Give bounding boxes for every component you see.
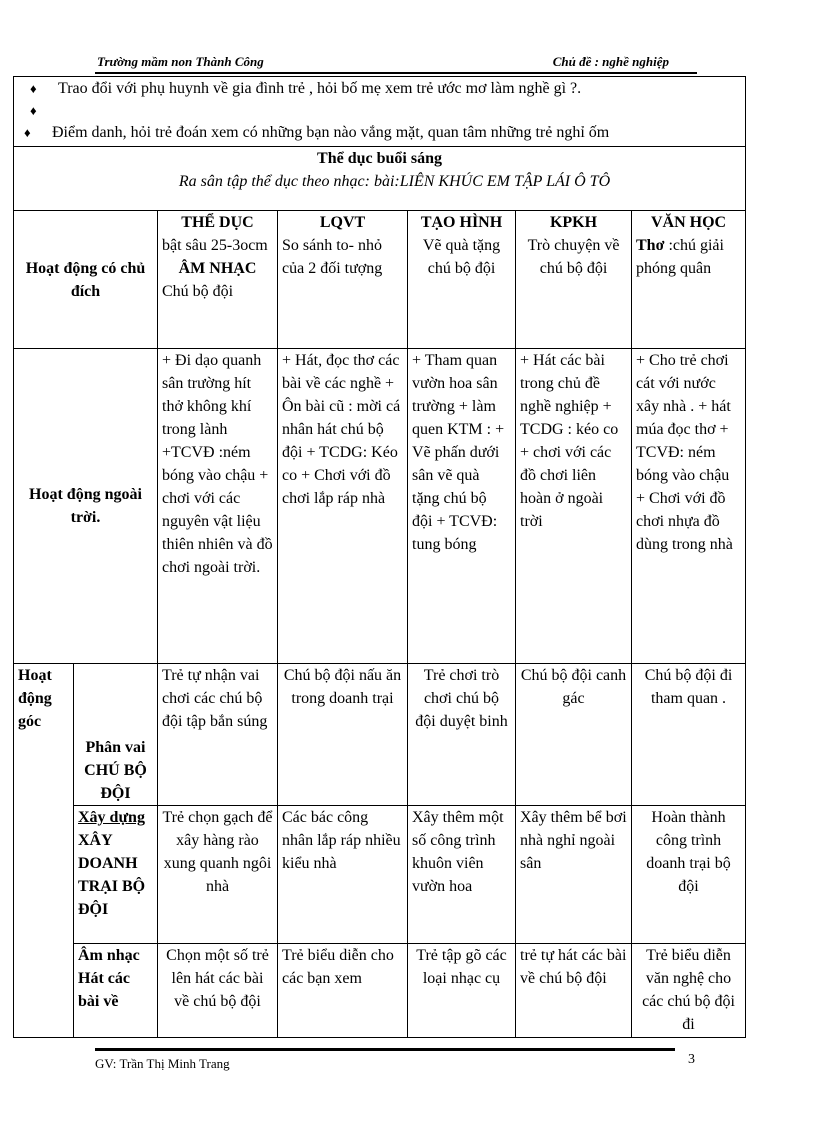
- diamond-bullet-icon: ♦: [30, 103, 37, 118]
- purpose-label: Hoạt động có chủ đích: [14, 211, 158, 349]
- school-name: Trường mầm non Thành Công: [97, 54, 264, 69]
- morning-exercise-row: [14, 147, 746, 211]
- music-cell-2: Trẻ biểu diễn cho các bạn xem: [278, 944, 408, 1038]
- topic-label: Chủ đề : nghề nghiệp: [552, 54, 669, 69]
- intro-cell: [14, 77, 746, 147]
- build-cell-2: Các bác công nhân lắp ráp nhiều kiểu nhà: [278, 806, 408, 944]
- purpose-cell-1: THỂ DỤC bật sâu 25-3ocm ÂM NHẠC Chú bộ đội: [158, 211, 278, 349]
- purpose-cell-4: KPKH Trò chuyện về chú bộ đội: [516, 211, 632, 349]
- outdoor-cell-3: + Tham quan vườn hoa sân trường + làm quen KTM : + Vẽ phấn dưới sân vẽ quà tặng chú bộ đội + TCVĐ: tung bóng: [408, 349, 516, 664]
- purpose-cell-3: TẠO HÌNH Vẽ quà tặng chú bộ đội: [408, 211, 516, 349]
- role-cell-3: Trẻ chơi trò chơi chú bộ đội duyệt binh: [408, 664, 516, 806]
- outdoor-cell-1: + Đi dạo quanh sân trường hít thở không khí trong lành +TCVĐ :ném bóng vào chậu + chơi với các nguyên vật liệu thiên nhiên và đồ chơi ngoài trời.: [158, 349, 278, 664]
- intro-row: [14, 77, 746, 147]
- build-cell-5: Hoàn thành công trình doanh trại bộ đội: [632, 806, 746, 944]
- building-label: Xây dựng XÂY DOANH TRẠI BỘ ĐỘI: [74, 806, 158, 944]
- role-cell-1: Trẻ tự nhận vai chơi các chú bộ đội tập bắn súng: [158, 664, 278, 806]
- outdoor-cell-5: + Cho trẻ chơi cát với nước xây nhà . + hát múa đọc thơ + TCVĐ: ném bóng vào chậu + Chơi với đồ chơi nhựa đồ dùng trong nhà: [632, 349, 746, 664]
- purpose-cell-5: VĂN HỌC Thơ :chú giải phóng quân: [632, 211, 746, 349]
- outdoor-cell-2: + Hát, đọc thơ các bài về các nghề + Ôn bài cũ : mời cá nhân hát chú bộ đội + TCDG: Kéo co + Chơi với đồ chơi lắp ráp nhà: [278, 349, 408, 664]
- diamond-bullet-icon: ♦: [30, 81, 37, 96]
- subject-music: ÂM NHẠC: [178, 260, 257, 277]
- build-cell-1: Trẻ chọn gạch để xây hàng rào xung quanh ngôi nhà: [158, 806, 278, 944]
- intro-line-1: Trao đổi với phụ huynh về gia đình trẻ , hỏi bố mẹ xem trẻ ước mơ làm nghề gì ?.: [58, 80, 582, 97]
- page-header: [95, 50, 697, 74]
- subject-math: LQVT: [319, 214, 366, 231]
- subject-pe: THỂ DỤC: [181, 214, 254, 231]
- role-cell-5: Chú bộ đội đi tham quan .: [632, 664, 746, 806]
- morning-exercise-cell: [14, 147, 746, 211]
- role-cell-4: Chú bộ đội canh gác: [516, 664, 632, 806]
- subject-art: TẠO HÌNH: [420, 214, 503, 231]
- corner-label: Hoạt động góc: [14, 664, 74, 1038]
- outdoor-label: Hoạt động ngoài trời.: [14, 349, 158, 664]
- music-cell-3: Trẻ tập gõ các loại nhạc cụ: [408, 944, 516, 1038]
- outdoor-row: [14, 349, 746, 664]
- corner-role-row: [14, 664, 746, 806]
- corner-build-row: [14, 806, 746, 944]
- subject-science: KPKH: [549, 214, 598, 231]
- build-cell-4: Xây thêm bể bơi nhà nghỉ ngoài sân: [516, 806, 632, 944]
- role-cell-2: Chú bộ đội nấu ăn trong doanh trại: [278, 664, 408, 806]
- intro-line-3: Điểm danh, hỏi trẻ đoán xem có những bạn nào vắng mặt, quan tâm những trẻ nghỉ ốm: [52, 124, 610, 141]
- role-play-label: Phân vai CHÚ BỘ ĐỘI: [74, 664, 158, 806]
- teacher-name: GV: Trần Thị Minh Trang: [95, 1056, 230, 1071]
- music-cell-1: Chọn một số trẻ lên hát các bài về chú bộ đội: [158, 944, 278, 1038]
- music-cell-5: Trẻ biểu diễn văn nghệ cho các chú bộ đội đi: [632, 944, 746, 1038]
- morning-title: Thể dục buổi sáng: [317, 150, 442, 167]
- music-cell-4: trẻ tự hát các bài về chú bộ đội: [516, 944, 632, 1038]
- morning-subtitle: Ra sân tập thể dục theo nhạc: bài:LIÊN KHÚC EM TẬP LÁI Ô TÔ: [178, 173, 611, 190]
- corner-music-row: [14, 944, 746, 1038]
- activity-plan-table: [13, 76, 746, 1038]
- diamond-bullet-icon: ♦: [24, 125, 31, 140]
- purpose-cell-2: LQVT So sánh to- nhỏ của 2 đối tượng: [278, 211, 408, 349]
- footer-rule: [95, 1048, 675, 1051]
- purpose-row: [14, 211, 746, 349]
- page-number: 3: [688, 1052, 695, 1067]
- subject-literature: VĂN HỌC: [650, 214, 727, 231]
- build-cell-3: Xây thêm một số công trình khuôn viên vườn hoa: [408, 806, 516, 944]
- outdoor-cell-4: + Hát các bài trong chủ đề nghề nghiệp + TCDG : kéo co + chơi với các đồ chơi liên hoàn ở ngoài trời: [516, 349, 632, 664]
- music-corner-label: Âm nhạc Hát các bài về: [74, 944, 158, 1038]
